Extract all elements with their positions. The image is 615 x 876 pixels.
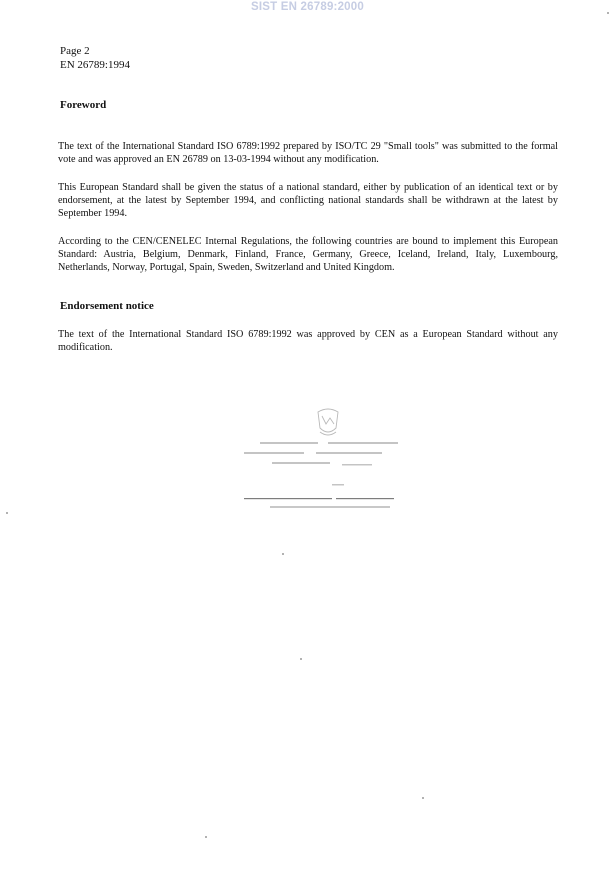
foreword-paragraph-1: The text of the International Standard ISO 6789:1992 prepared by ISO/TC 29 "Small tools" was submitted to the formal vote and was approved an EN 26789 on 13-03-1994 without any modification. [58, 141, 558, 166]
endorsement-heading: Endorsement notice [60, 300, 154, 312]
coat-of-arms-icon [318, 409, 338, 435]
stamp-text-lines [244, 442, 398, 486]
faded-stamp [232, 406, 432, 514]
foreword-paragraph-3: According to the CEN/CENELEC Internal Regulations, the following countries are bound to implement this European Standard: Austria, Belgium, Denmark, Finland, France, Germany, Greece, Iceland, Ireland, Italy, Luxembourg, Netherlands, Norway, Portugal, Spain, Sweden, Switzerland and United Kingdom. [58, 236, 558, 274]
endorsement-paragraph: The text of the International Standard ISO 6789:1992 was approved by CEN as a European Standard without any modification. [58, 329, 558, 354]
scan-speck [282, 553, 284, 555]
scan-speck [6, 512, 8, 514]
signature-dotted-line [244, 498, 394, 499]
watermark: SIST EN 26789:2000 [251, 1, 364, 13]
document-id: EN 26789:1994 [60, 59, 130, 71]
scan-speck [205, 836, 207, 838]
stamp-footer-line [270, 506, 390, 508]
scan-speck [300, 658, 302, 660]
foreword-paragraph-2: This European Standard shall be given the status of a national standard, either by publication of an identical text or by endorsement, at the latest by September 1994, and conflicting national standards shall be withdrawn at the latest by September 1994. [58, 182, 558, 220]
page-number: Page 2 [60, 45, 90, 57]
scan-speck [422, 797, 424, 799]
page-header [60, 44, 130, 72]
scan-speck [607, 12, 609, 14]
foreword-heading: Foreword [60, 99, 107, 111]
